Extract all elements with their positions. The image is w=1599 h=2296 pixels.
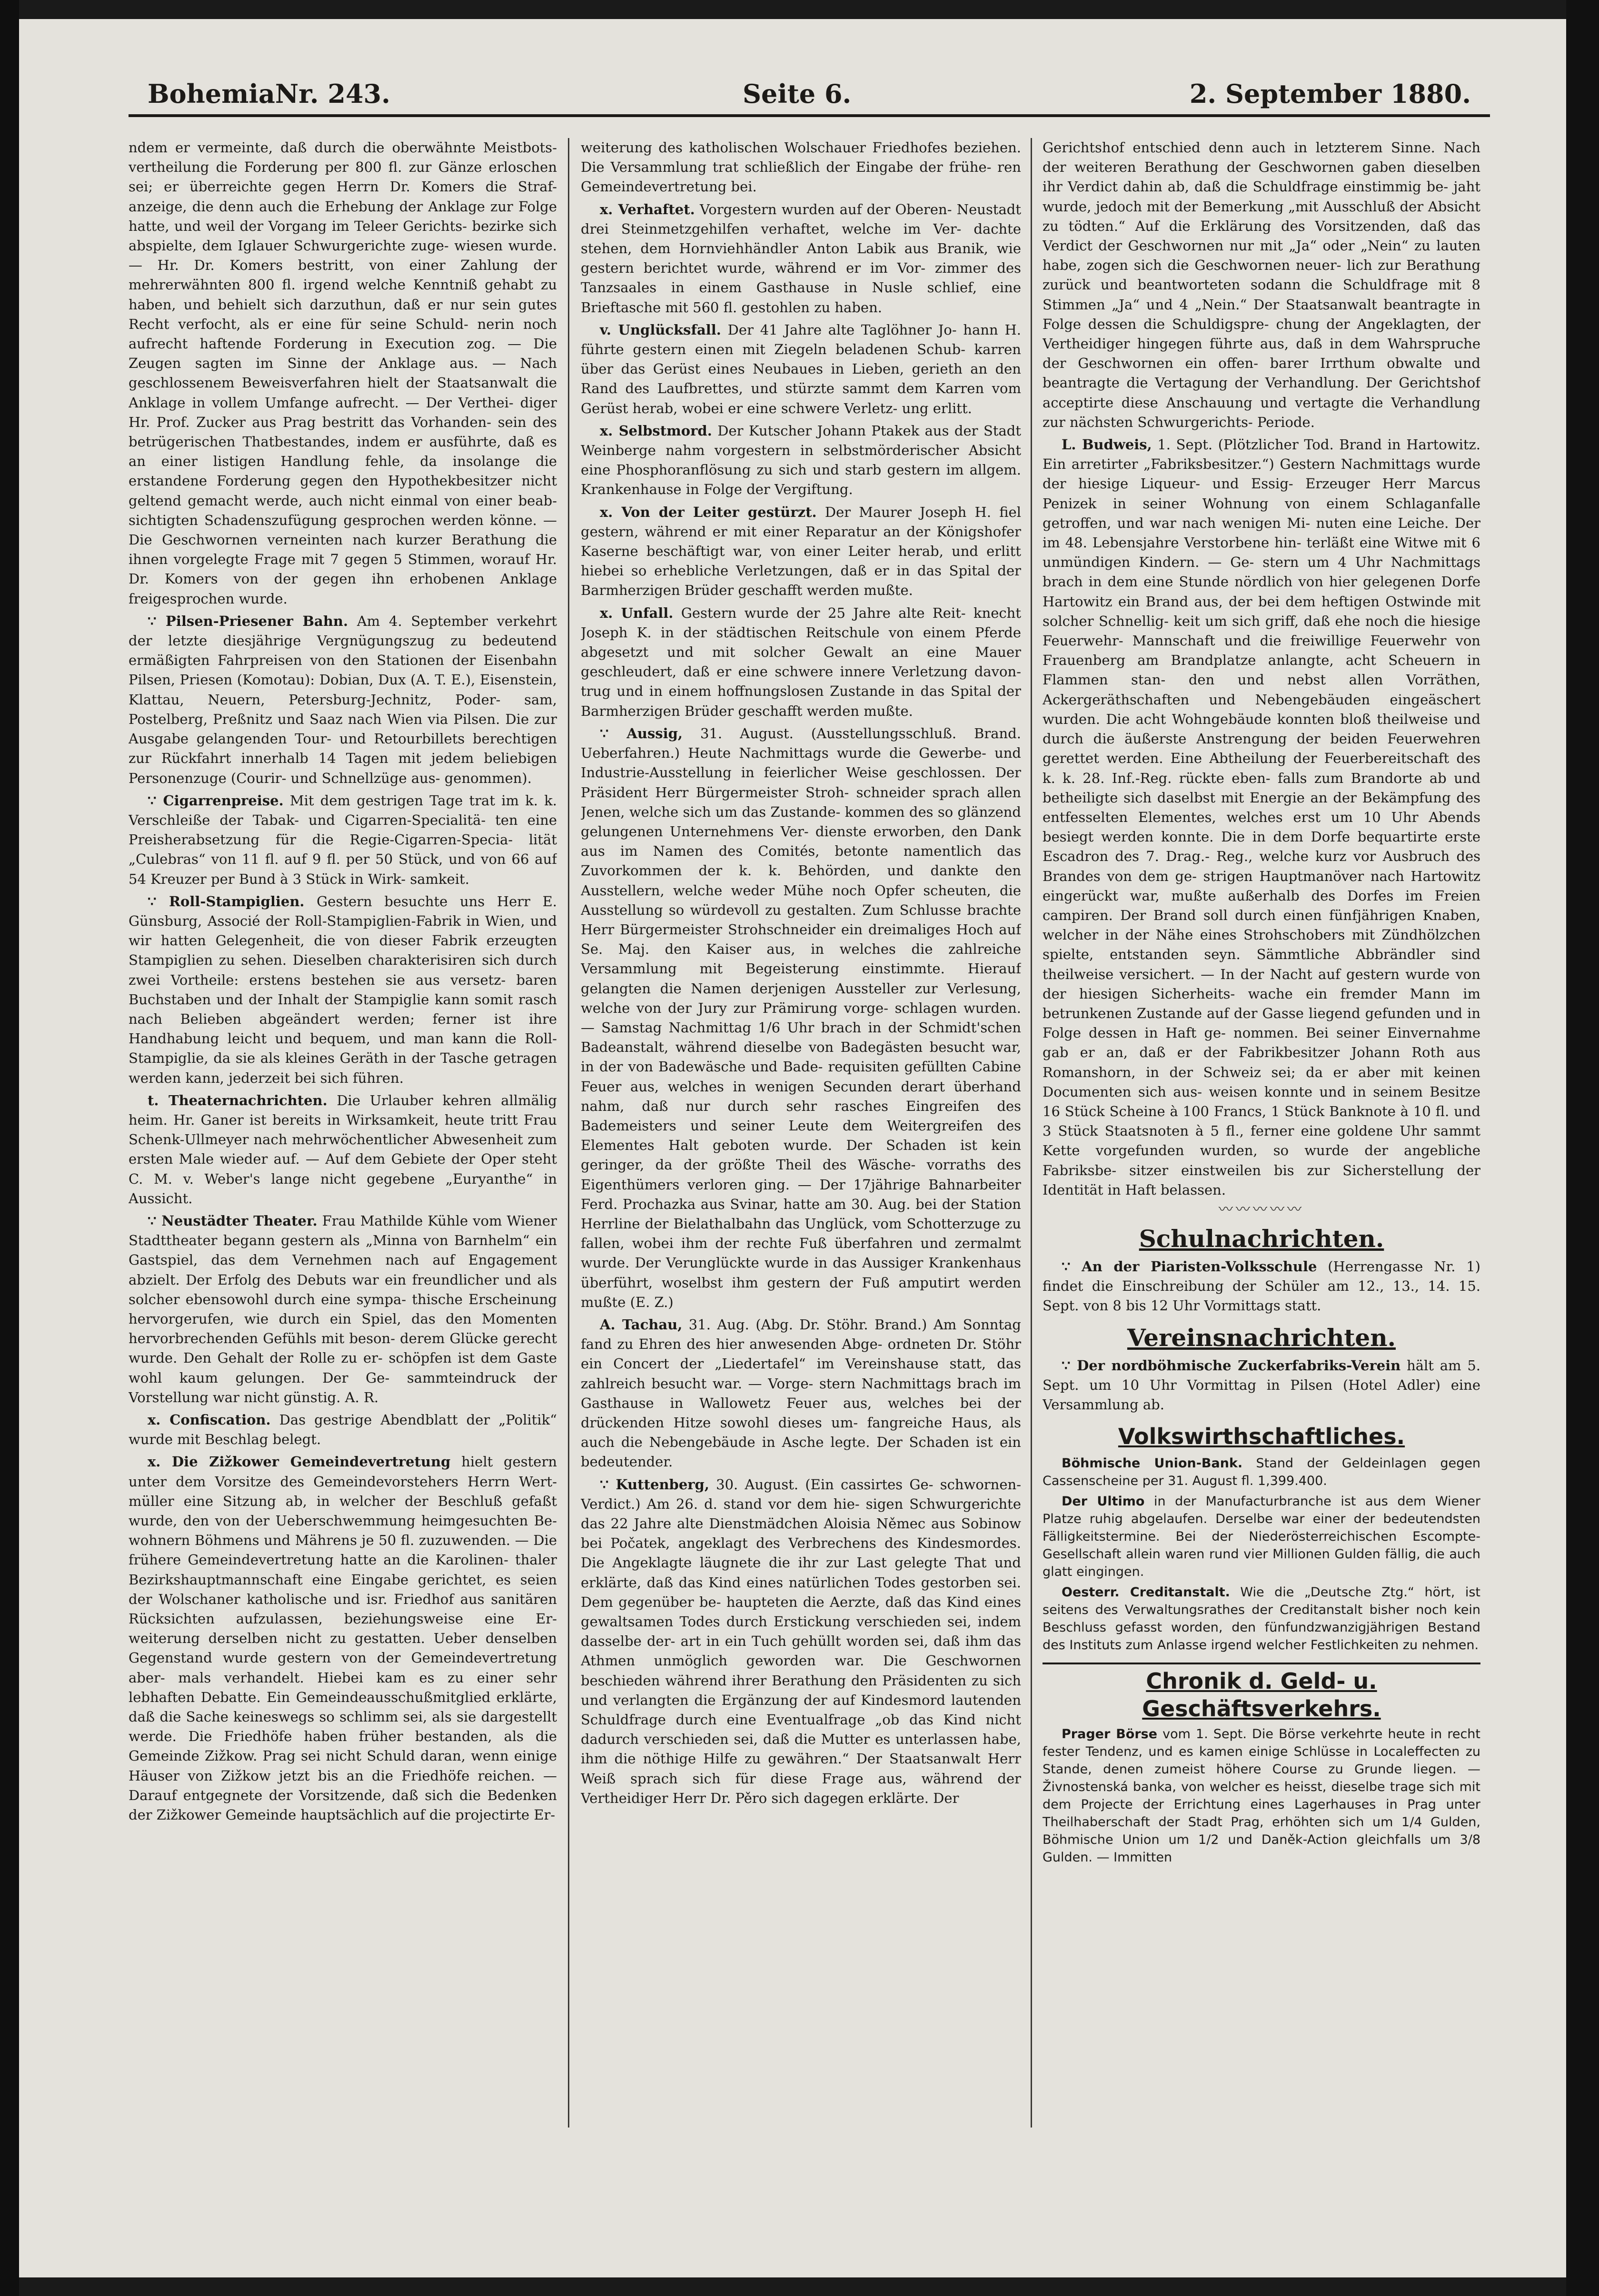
article-paragraph: x. Verhaftet. Vorgestern wurden auf der Oberen- Neustadt drei Steinmetzgehilfen verhaftet, welche im Ver- dachte stehen, dem Hornviehhändler Anton Labik aus Branik, wie gestern berichtet wurde, während er im Vor- zimmer des Tanzsaales in einem Gasthause in Nusle schlief, eine Brieftasche mit 560 fl. gestohlen zu haben. [581, 201, 1021, 316]
article-paragraph: t. Theaternachrichten. Die Urlauber kehren allmälig heim. Hr. Ganer ist bereits in Wirksamkeit, heute tritt Frau Schenk-Ullmeyer nach mehrwöchentlicher Abwesenheit zum ersten Male wieder auf. — Auf dem Gebiete der Oper steht C. M. v. Weber's lange nicht gegebene „Euryanthe“ in Aussicht. [129, 1092, 557, 1207]
article-headline: v. Unglücksfall. [600, 321, 721, 338]
article-headline: ∵ Cigarrenpreise. [148, 792, 284, 809]
header-page-number: Seite 6. [743, 79, 852, 109]
article-headline: Böhmische Union-Bank. [1062, 1456, 1243, 1471]
article-headline: x. Selbstmord. [600, 422, 712, 439]
article-headline: ∵ Aussig, [600, 725, 683, 742]
section-title-schulnachrichten: Schulnachrichten. [1139, 1224, 1384, 1253]
article-headline: x. Verhaftet. [600, 201, 695, 218]
article-paragraph: ∵ Roll-Stampiglien. Gestern besuchte uns Herr E. Günsburg, Associé der Roll-Stampiglien-Fabrik in Wien, und wir hatten Gelegenheit, die von dieser Fabrik erzeugten Stampiglien zu sehen. Dieselben charakterisiren sich durch zwei Vortheile: erstens bestehen sie aus versetz- baren Buchstaben und der Inhalt der Stampiglie kann somit rasch nach Belieben abgeändert werden; ferner ist ihre Handhabung leicht und bequem, und man kann die Roll-Stampiglie, da sie als kleines Geräth in der Tasche getragen werden kann, jederzeit bei sich führen. [129, 893, 557, 1086]
article-paragraph: Oesterr. Creditanstalt. Wie die „Deutsche Ztg.“ hört, ist seitens des Verwaltungsrathes der Creditanstalt bisher noch kein Beschluss gefasst worden, den fünfundzwanzigjährigen Bestand des Instituts zum Anlasse irgend welcher Festlichkeiten zu nehmen. [1043, 1585, 1480, 1653]
article-paragraph: ∵ Der nordböhmische Zuckerfabriks-Verein hält am 5. Sept. um 10 Uhr Vormittag in Pilsen (Hotel Adler) eine Versammlung ab. [1043, 1357, 1480, 1413]
page-header [129, 64, 1490, 117]
article-headline: Oesterr. Creditanstalt. [1062, 1585, 1230, 1600]
article-paragraph: ∵ Cigarrenpreise. Mit dem gestrigen Tage trat im k. k. Verschleiße der Tabak- und Cigarren-Specialitä- ten eine Preisherabsetzung für die Regie-Cigarren-Specia- lität „Culebras“ von 11 fl. auf 9 fl. per 50 Stück, und von 66 auf 54 Kreuzer per Bund à 3 Stück in Wirk- samkeit. [129, 792, 557, 887]
article-headline: A. Tachau, [600, 1316, 683, 1333]
article-headline: t. Theaternachrichten. [148, 1092, 328, 1108]
article-paragraph: x. Die Zižkower Gemeindevertretung hielt gestern unter dem Vorsitze des Gemeindevorstehers Herrn Wert- müller eine Sitzung ab, in welcher der Beschluß gefaßt wurde, den von der Ueberschwemmung heimgesuchten Be- wohnern Böhmens und Mährens je 50 fl. zuzuwenden. — Die frühere Gemeindevertretung hatte an die Karolinen- thaler Bezirkshauptmannschaft eine Eingabe gerichtet, es seien der Wolschaner katholische und isr. Friedhof aus sanitären Rücksichten aufzulassen, beziehungsweise eine Er- weiterung derselben nicht zu gestatten. Ueber denselben Gegenstand wurde gestern von der Gemeindevertretung aber- mals verhandelt. Hiebei kam es zu einer sehr lebhaften Debatte. Ein Gemeindeausschußmitglied erklärte, daß die Sache keineswegs so schlimm sei, als sie dargestellt werde. Die Friedhöfe haben früher bestanden, als die Gemeinde Zižkow. Prag sei nicht Schuld daran, wenn einige Häuser von Zižkow jetzt bis an die Friedhöfe reichen. — Darauf entgegnete der Vorsitzende, daß sich die Bedenken der Zižkower Gemeinde hauptsächlich auf die projectirte Er- [129, 1454, 557, 1823]
column-1 [129, 138, 557, 2137]
article-headline: ∵ Neustädter Theater. [148, 1212, 318, 1229]
article-paragraph: ∵ Neustädter Theater. Frau Mathilde Kühle vom Wiener Stadttheater begann gestern als „Minna von Barnhelm“ ein Gastspiel, das dem Vernehmen nach auf Engagement abzielt. Der Erfolg des Debuts war ein freundlicher und als solcher ebensowohl durch eine sympa- thische Erscheinung hervorgerufen, wie durch ein Spiel, das den Momenten hervorbrechenden Gefühls mit beson- derem Glücke gerecht wurde. Den Gehalt der Rolle zu er- schöpfen ist dem Gaste wohl kaum gelungen. Der Ge- sammteindruck der Vorstellung war nicht günstig. A. R. [129, 1212, 557, 1405]
article-headline: x. Unfall. [600, 604, 674, 621]
article-paragraph: L. Budweis, 1. Sept. (Plötzlicher Tod. Brand in Hartowitz. Ein arretirter „Fabriksbesitzer.“) Gestern Nachmittags wurde der hiesige Liqueur- und Essig- Erzeuger Herr Marcus Penizek in seiner Wohnung von einem Schlaganfalle getroffen, und war nach wenigen Mi- nuten eine Leiche. Der im 48. Lebensjahre Verstorbene hin- terläßt eine Witwe mit 6 unmündigen Kindern. — Ge- stern um 4 Uhr Nachmittags brach in dem eine Stunde nördlich von hier gelegenen Dorfe Hartowitz ein Brand aus, der bei dem heftigen Ostwinde mit solcher Schnellig- keit um sich griff, daß ehe noch die hiesige Feuerwehr- Mannschaft und die freiwillige Feuerwehr von Frauenberg am Brandplatze anlangte, acht Scheuern in Flammen stan- den und nebst allen Vorräthen, Ackergeräthschaften und Nebengebäuden eingeäschert wurden. Die acht Wohngebäude konnten bloß theilweise und durch die äußerste Anstrengung der beiden Feuerwehren gerettet werden. Eine Abtheilung der Feuerbereitschaft des k. k. 28. Inf.-Reg. rückte eben- falls zum Brandorte ab und betheiligte sich daselbst mit Energie an der Bekämpfung des entfesselten Elementes, welches erst um 10 Uhr Abends besiegt werden konnte. Die in dem Dorfe bequartirte erste Escadron des 7. Drag.- Reg., welche kurz vor Ausbruch des Brandes von dem ge- strigen Hauptmanöver nach Hartowitz eingerückt war, mußte außerhalb des Dorfes im Freien campiren. Der Brand soll durch einen fünfjährigen Knaben, welcher in der Nähe eines Strohschobers mit Zündhölzchen spielte, entstanden seyn. Sämmtliche Abbrändler sind theilweise versichert. — In der Nacht auf gestern wurde von der hiesigen Sicherheits- wache ein fremder Mann im betrunkenen Zustande auf der Gasse liegend gefunden und in Folge dessen in Haft ge- nommen. Bei seiner Einvernahme gab er an, daß er der Fabrikbesitzer Johann Roth aus Romanshorn, in der Schweiz sei; da er aber mit keinen Documenten sich aus- weisen konnte und in seinem Besitze 16 Stück Scheine à 100 Francs, 1 Stück Banknote à 10 fl. und 3 Stück Staatsnoten à 5 fl., ferner eine goldene Uhr sammt Kette vorgefunden wurden, so wurde der angebliche Fabriksbe- sitzer einstweilen bis zur Sicherstellung der Identität in Haft belassen. [1043, 436, 1480, 1198]
section-ornament: 〰〰〰〰〰 [1219, 1201, 1304, 1218]
article-paragraph: x. Von der Leiter gestürzt. Der Maurer Joseph H. fiel gestern, während er mit einer Reparatur an der Königshofer Kaserne beschäftigt war, von einer Leiter herab, und erlitt hiebei so erhebliche Verletzungen, daß er in das Spital der Barmherzigen Brüder geschafft werden mußte. [581, 504, 1021, 599]
article-paragraph: Prager Börse vom 1. Sept. Die Börse verkehrte heute in recht fester Tendenz, und es kamen einige Schlüsse in Localeffecten zu Stande, denen zumeist höhere Course zu Grunde liegen. — Živnostenská banka, von welcher es heisst, dieselbe trage sich mit dem Projecte der Errichtung eines Lagerhauses in Prag unter Theilhaberschaft der Stadt Prag, erhöhten sich um 1/4 Gulden, Böhmische Union um 1/2 und Daněk-Action gleichfalls um 3/8 Gulden. — Immitten [1043, 1727, 1480, 1865]
article-headline: Der Ultimo [1062, 1494, 1145, 1509]
column-divider-1 [568, 138, 569, 2128]
article-paragraph: Böhmische Union-Bank. Stand der Geldeinlagen gegen Cassenscheine per 31. August fl. 1,399.400. [1043, 1456, 1480, 1489]
article-headline: ∵ Kuttenberg, [600, 1476, 709, 1493]
section-title-chronik: Chronik d. Geld- u. Geschäftsverkehrs. [1043, 1663, 1480, 1722]
article-headline: ∵ Pilsen-Priesener Bahn. [148, 613, 348, 629]
section-title-vereinsnachrichten: Vereinsnachrichten. [1127, 1323, 1396, 1352]
article-paragraph: Gerichtshof entschied denn auch in letzterem Sinne. Nach der weiteren Berathung der Geschwornen gaben dieselben ihr Verdict dahin ab, daß die Schuldfrage einstimmig be- jaht wurde, jedoch mit der Bemerkung „mit Ausschluß der Absicht zu tödten.“ Auf die Erklärung des Vorsitzenden, daß das Verdict der Geschwornen nur mit „Ja“ oder „Nein“ zu lauten habe, zogen sich die Geschwornen neuer- lich zur Berathung zurück und beantworteten sodann die Schuldfrage mit 8 Stimmen „Ja“ und 4 „Nein.“ Der Staatsanwalt beantragte in Folge dessen die Schuldigspre- chung der Angeklagten, der Vertheidiger hingegen führte aus, daß in dem Wahrspruche der Geschwornen ein offen- barer Irrthum obwalte und beantragte die Vertagung der Verhandlung. Der Gerichtshof acceptirte diese Anschauung und vertagte die Verhandlung zur nächsten Schwurgerichts- Periode. [1043, 139, 1480, 430]
article-headline: ∵ An der Piaristen-Volksschule [1062, 1258, 1317, 1275]
page-spine-shadow [0, 0, 19, 2296]
article-paragraph: ∵ Pilsen-Priesener Bahn. Am 4. September verkehrt der letzte diesjährige Vergnügungszug zu bedeutend ermäßigten Fahrpreisen von den Stationen der Eisenbahn Pilsen, Priesen (Komotau): Dobian, Dux (A. T. E.), Eisenstein, Klattau, Neuern, Petersburg-Jechnitz, Poder- sam, Postelberg, Preßnitz und Saaz nach Wien via Pilsen. Die zur Ausgabe gelangenden Tour- und Retourbillets berechtigen zur Rückfahrt innerhalb 14 Tagen mit jedem beliebigen Personenzuge (Courir- und Schnellzüge aus- genommen). [129, 613, 557, 786]
article-paragraph: ∵ Aussig, 31. August. (Ausstellungsschluß. Brand. Ueberfahren.) Heute Nachmittags wurde die Gewerbe- und Industrie-Ausstellung in feierlicher Weise geschlossen. Der Präsident Herr Bürgermeister Stroh- schneider sprach allen Jenen, welche sich um das Zustande- kommen des so glänzend gelungenen Unternehmens Ver- dienste erworben, den Dank aus im Namen des Comités, betonte namentlich das Zuvorkommen der k. k. Behörden, und dankte den Ausstellern, welche weder Mühe noch Opfer scheuten, die Ausstellung so würdevoll zu gestalten. Zum Schlusse brachte Herr Bürgermeister Strohschneider ein dreimaliges Hoch auf Se. Maj. den Kaiser aus, in welches die zahlreiche Versammlung mit Begeisterung einstimmte. Hierauf gelangten die Namen derjenigen Aussteller zur Verlesung, welche von der Jury zur Prämirung vorge- schlagen wurden. — Samstag Nachmittag 1/6 Uhr brach in der Schmidt'schen Badeanstalt, während dieselbe von Badegästen besucht war, in der von Badewäsche und Bade- requisiten gefüllten Cabine Feuer aus, welches in wenigen Secunden derart überhand nahm, daß nur durch sehr rasches Eingreifen des Bademeisters und seiner Leute dem Weitergreifen des Elementes Halt geboten wurde. Der Schaden ist kein geringer, da der größte Theil des Wäsche- vorraths des Eigenthümers verloren ging. — Der 17jährige Bahnarbeiter Ferd. Prochazka aus Svinar, hatte am 30. Aug. bei der Station Herrline der Bielathalbahn das Unglück, vom Schotterzuge zu fallen, wobei ihm der rechte Fuß überfahren und zermalmt wurde. Der Verunglückte wurde in das Aussiger Krankenhaus überführt, woselbst ihm gestern der Fuß amputirt werden mußte (E. Z.) [581, 725, 1021, 1310]
header-masthead: BohemiaNr. 243. [148, 79, 390, 109]
article-paragraph: v. Unglücksfall. Der 41 Jahre alte Taglöhner Jo- hann H. führte gestern einen mit Ziegeln beladenen Schub- karren über das Gerüst eines Neubaues in Lieben, gerieth an den Rand des Laufbrettes, und stürzte sammt dem Karren vom Gerüst herab, wobei er eine schwere Verletz- ung erlitt. [581, 321, 1021, 416]
article-paragraph: ∵ An der Piaristen-Volksschule (Herrengasse Nr. 1) findet die Einschreibung der Schüler am 12., 13., 14. 15. Sept. von 8 bis 12 Uhr Vormittags statt. [1043, 1258, 1480, 1314]
article-headline: x. Die Zižkower Gemeindevertretung [148, 1454, 451, 1470]
article-paragraph: Der Ultimo in der Manufacturbranche ist aus dem Wiener Platze ruhig abgelaufen. Derselbe war einer der bedeutendsten Fälligkeitstermine. Bei der Niederösterreichischen Escompte-Gesellschaft allein waren rund vier Millionen Gulden fällig, die auch glatt eingingen. [1043, 1494, 1480, 1580]
column-3 [1043, 138, 1480, 2137]
article-paragraph: A. Tachau, 31. Aug. (Abg. Dr. Stöhr. Brand.) Am Sonntag fand zu Ehren des hier anwesenden Abge- ordneten Dr. Stöhr ein Concert der „Liedertafel“ im Vereinshause statt, das zahlreich besucht war. — Vorge- stern Nachmittags brach im Gasthause in Wallowetz Feuer aus, welches bei der drückenden Hitze sowohl dieses um- fangreiche Haus, als auch die Nebengebäude in Asche legte. Der Schaden ist ein bedeutender. [581, 1316, 1021, 1470]
article-paragraph: x. Selbstmord. Der Kutscher Johann Ptakek aus der Stadt Weinberge nahm vorgestern in selbstmörderischer Absicht eine Phosphoranflösung zu sich und starb gestern im allgem. Krankenhause in Folge der Vergiftung. [581, 422, 1021, 498]
article-headline: ∵ Roll-Stampiglien. [148, 893, 305, 910]
article-paragraph: ndem er vermeinte, daß durch die oberwähnte Meistbots- vertheilung die Forderung per 800 fl. zur Gänze erloschen sei; er überreichte gegen Herrn Dr. Komers die Straf- anzeige, die denn auch die Erhebung der Anklage zur Folge hatte, und weil der Vorgang im Teleer Gerichts- bezirke sich abspielte, dem Iglauer Schwurgerichte zuge- wiesen wurde. — Hr. Dr. Komers bestritt, von einer Zahlung der mehrerwähnten 800 fl. irgend welche Kenntniß gehabt zu haben, und behielt sich darzuthun, daß er nur sein gutes Recht verfocht, als er eine für seine Schuld- nerin noch aufrecht haftende Forderung in Execution zog. — Die Zeugen sagten im Sinne der Anklage aus. — Nach geschlossenem Beweisverfahren hielt der Staatsanwalt die Anklage in vollem Umfange aufrecht. — Der Verthei- diger Hr. Prof. Zucker aus Prag bestritt das Vorhanden- sein des betrügerischen Thatbestandes, indem er ausführte, daß es an einer listigen Handlung fehle, da insolange die erstandene Forderung gegen den Hypothekbesitzer nicht geltend gemacht werde, auch nicht einmal von einer beab- sichtigten Schadenszufügung gesprochen werden könne. — Die Geschwornen verneinten nach kurzer Berathung die ihnen vorgelegte Frage mit 7 gegen 5 Stimmen, worauf Hr. Dr. Komers von der gegen ihn erhobenen Anklage freigesprochen wurde. [129, 139, 557, 607]
article-headline: ∵ Der nordböhmische Zuckerfabriks-Verein [1062, 1357, 1401, 1374]
article-paragraph: x. Confiscation. Das gestrige Abendblatt der „Politik“ wurde mit Beschlag belegt. [129, 1412, 557, 1448]
header-date: 2. September 1880. [1189, 79, 1471, 109]
article-headline: Prager Börse [1062, 1727, 1158, 1742]
section-title-volkswirthschaftliches: Volkswirthschaftliches. [1118, 1424, 1405, 1450]
column-divider-2 [1031, 138, 1032, 2128]
article-headline: x. Confiscation. [148, 1412, 271, 1428]
article-headline: L. Budweis, [1062, 436, 1152, 453]
article-paragraph: x. Unfall. Gestern wurde der 25 Jahre alte Reit- knecht Joseph K. in der städtischen Reitschule von einem Pferde abgesetzt und mit solcher Gewalt an eine Mauer geschleudert, daß er eine schwere innere Verletzung davon- trug und in einem hoffnungslosen Zustande in das Spital der Barmherzigen Brüder geschafft werden mußte. [581, 604, 1021, 719]
article-headline: x. Von der Leiter gestürzt. [600, 504, 817, 520]
article-paragraph: ∵ Kuttenberg, 30. August. (Ein cassirtes Ge- schwornen-Verdict.) Am 26. d. stand vor dem hie- sigen Schwurgerichte das 22 Jahre alte Dienstmädchen Aloisia Němec aus Sobinow bei Počatek, angeklagt des Verbrechens des Kindesmordes. Die Angeklagte läugnete die ihr zur Last gelegte That und erklärte, daß das Kind eines natürlichen Todes gestorben sei. Dem gegenüber be- haupteten die Aerzte, daß das Kind eines gewaltsamen Todes durch Erstickung verschieden sei, indem dasselbe der- art in ein Tuch gehüllt worden sei, daß ihm das Athmen unmöglich geworden war. Die Geschwornen beschieden während ihrer Berathung den Präsidenten zu sich und verlangten die Ergänzung der auf Kindesmord lautenden Schuldfrage durch eine Eventualfrage „ob das Kind nicht dadurch verschieden sei, daß die Mutter es unterlassen habe, ihm die nöthige Hilfe zu gewähren.“ Der Staatsanwalt Herr Weiß sprach sich für diese Frage aus, während der Vertheidiger Herr Dr. Pěro sich dagegen erklärte. Der [581, 1476, 1021, 1806]
column-2 [581, 138, 1021, 2137]
article-paragraph: weiterung des katholischen Wolschauer Friedhofes beziehen. Die Versammlung trat schließlich der Eingabe der frühe- ren Gemeindevertretung bei. [581, 139, 1021, 195]
page-right-edge [1566, 0, 1599, 2296]
header-rule [129, 114, 1490, 117]
